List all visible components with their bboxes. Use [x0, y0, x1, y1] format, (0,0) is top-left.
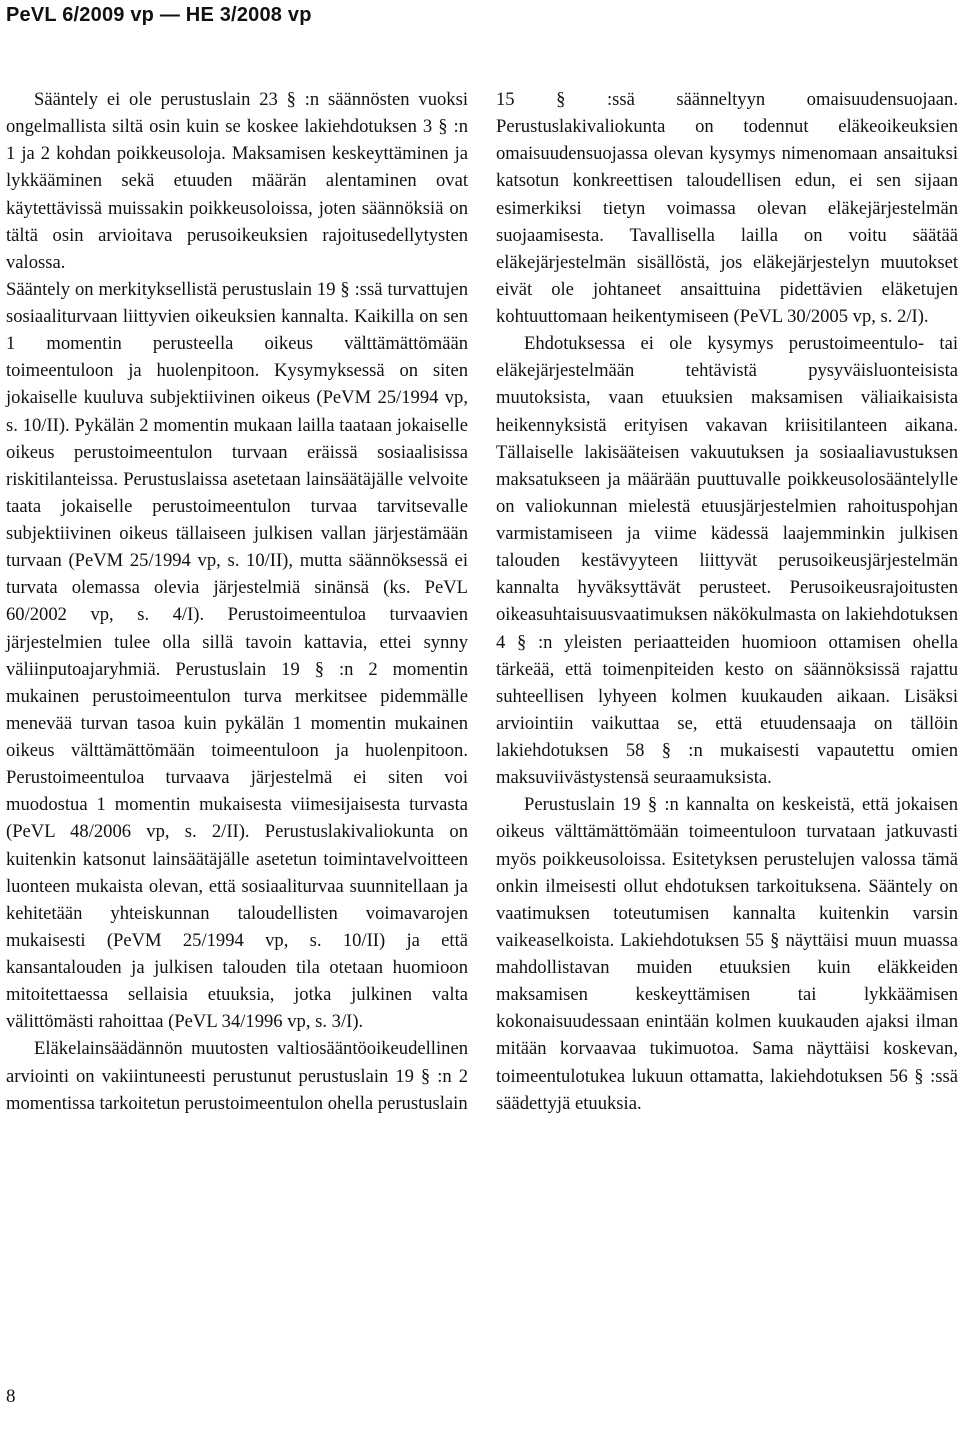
paragraph: Eläkelainsäädännön muutosten valtiosääntöoikeudellinen arviointi on vakiintuneesti perustunut perustuslain 19 § :n 2 momentissa tarkoitetun perustoimeentulon ohella perustuslain	[6, 1038, 468, 1114]
running-header: PeVL 6/2009 vp — HE 3/2008 vp	[6, 4, 312, 26]
left-column	[6, 86, 468, 1117]
page-number: 8	[6, 1386, 16, 1407]
paragraph: Ehdotuksessa ei ole kysymys perustoimeentulo- tai eläkejärjestelmään tehtävistä pysyväisluonteisista muutoksista, vaan etuuksien maksamisen väliaikaisista heikennyksistä erityisen vakavan kriisitilanteen aikana. Tällaiselle lakisääteisen vakuutuksen ja sosiaaliavustuksen maksatukseen ja määrään puuttuvalle poikkeusolosääntelylle on valiokunnan mielestä etuusjärjestelmien rahoituspohjan varmistamiseen ja viime kädessä laajemminkin julkisen talouden kestävyyteen liittyvät perusoikeusjärjestelmän kannalta hyväksyttävät perusteet. Perusoikeusrajoitusten oikeasuhtaisuusvaatimuksen näkökulmasta on lakiehdotuksen 4 § :n yleisten periaatteiden huomioon ottamisen ohella tärkeää, että toimenpiteiden kesto on säännöksissä rajattu suhteellisen lyhyeen kolmen kuukauden aikaan. Lisäksi arviointiin vaikuttaa se, että etuudensaaja on tällöin lakiehdotuksen 58 § :n mukaisesti vapautettu omien maksuviivästystensä seuraamuksista.	[496, 333, 958, 789]
paragraph: Sääntely on merkityksellistä perustuslain 19 § :ssä turvattujen sosiaaliturvaan liittyvien oikeuksien kannalta. Kaikilla on sen 1 momentin perusteella oikeus välttämättömään toimeentuloon ja huolenpitoon. Kysymyksessä on siten jokaiselle kuuluva subjektiivinen oikeus (PeVM 25/1994 vp, s. 10/II). Pykälän 2 momentin mukaan lailla taataan jokaiselle oikeus perustoimeentulon turvaan eräissä sosiaalisissa riskitilanteissa. Perustuslaissa asetetaan lainsäätäjälle velvoite taata jokaiselle perustoimeentulon turvaa tarvitsevalle subjektiivinen oikeus tällaiseen julkisen vallan järjestämään turvaan (PeVM 25/1994 vp, s. 10/II), mutta säännöksessä ei turvata olemassa olevia järjestelmiä sinänsä (ks. PeVL 60/2002 vp, s. 4/I). Perustoimeentuloa turvaavien järjestelmien tulee olla sillä tavoin kattavia, ettei synny väliinputoajaryhmiä. Perustuslain 19 § :n 2 momentin mukainen perustoimeentulon turva merkitsee pidemmälle menevää turvan tasoa kuin pykälän 1 momentin mukainen oikeus välttämättömään toimeentuloon ja huolenpitoon. Perustoimeentuloa turvaava järjestelmä ei siten voi muodostua 1 momentin mukaisesta viimesijaisesta turvasta (PeVL 48/2006 vp, s. 2/II). Perustuslakivaliokunta on kuitenkin katsonut lainsäätäjälle asetetun toimintavelvoitteen luonteen mukaista olevan, että sosiaaliturvaa suunnitellaan ja kehitetään yhteiskunnan taloudellisten voimavarojen mukaisesti (PeVM 25/1994 vp, s. 10/II) ja että kansantalouden ja julkisen talouden tila otetaan huomioon mitoitettaessa sellaisia etuuksia, jotka julkinen valta välittömästi rahoittaa (PeVL 34/1996 vp, s. 3/I).	[6, 278, 468, 1033]
paragraph: Sääntely ei ole perustuslain 23 § :n säännösten vuoksi ongelmallista siltä osin kuin se koskee lakiehdotuksen 3 § :n 1 ja 2 kohdan poikkeusoloja. Maksamisen keskeyttäminen ja lykkääminen sekä etuuden määrän alentaminen ovat käytettävissä muissakin poikkeusoloissa, joten säännöksiä on tältä osin arvioitava perusoikeuksien rajoitusedellytysten valossa.	[6, 89, 468, 273]
right-column	[496, 86, 958, 1117]
paragraph: Perustuslain 19 § :n kannalta on keskeistä, että jokaisen oikeus välttämättömään toimeentuloon turvataan jatkuvasti myös poikkeusoloissa. Esitetyksen perustelujen valossa tämä onkin ilmeisesti ollut ehdotuksen tarkoituksena. Sääntely on vaatimuksen toteutumisen kannalta kuitenkin varsin vaikeaselkoista. Lakiehdotuksen 55 § näyttäisi muun muassa mahdollistavan muiden etuuksien kuin eläkkeiden maksamisen keskeyttämisen tai lykkäämisen kokonaisuudessaan enintään kolmen kuukauden ajaksi ilman mitään korvaavaa tukimuotoa. Sama näyttäisi koskevan, toimeentulotukea lukuun ottamatta, lakiehdotuksen 56 § :ssä säädettyjä etuuksia.	[496, 794, 958, 1114]
paragraph: 15 § :ssä säänneltyyn omaisuudensuojaan. Perustuslakivaliokunta on todennut eläkeoikeuksien omaisuudensuojassa olevan kysymys nimenomaan ansaituksi katsotun konkreettisen taloudellisen edun, ei sen sijaan esimerkiksi tietyn voimassa olevan eläkejärjestelmän suojaamisesta. Tavallisella lailla on voitu säätää eläkejärjestelmän sisällöstä, jos eläkejärjestelyn muutokset eivät ole johtaneet ansaittuina pidettävien eläketujen kohtuuttomaan heikentymiseen (PeVL 30/2005 vp, s. 2/I).	[496, 89, 958, 327]
